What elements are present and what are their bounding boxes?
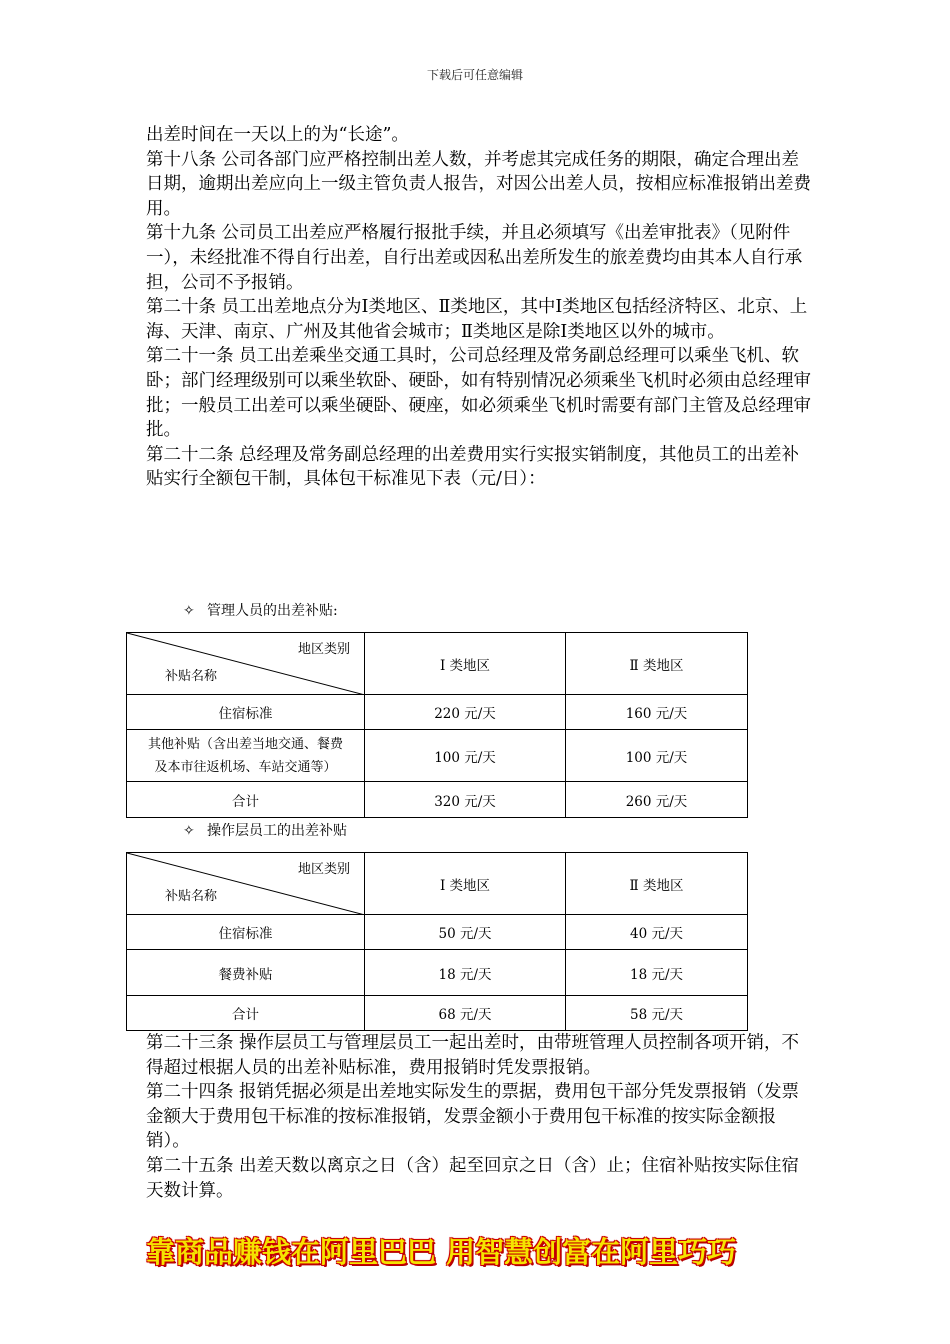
diagonal-header-cell — [127, 633, 365, 695]
section-title-text: 管理人员的出差补贴: — [207, 603, 338, 619]
column-header-region-1: Ⅰ 类地区 — [365, 853, 566, 915]
paragraph-article-21: 第二十一条 员工出差乘坐交通工具时，公司总经理及常务副总经理可以乘坐飞机、软卧；部门经理级别可以乘坐软卧、硬卧，如有特别情况必须乘坐飞机时必须由总经理审批；一般员工出差可以乘坐硬卧、硬座，如必须乘坐飞机时需要有部门主管及总经理审批。 — [146, 346, 811, 441]
column-header-region-1: Ⅰ 类地区 — [365, 633, 566, 695]
section-title-operations — [183, 820, 347, 840]
paragraph-article-25: 第二十五条 出差天数以离京之日（含）起至回京之日（含）止；住宿补贴按实际住宿天数计算。 — [146, 1155, 800, 1201]
row-label — [127, 730, 365, 782]
row-label: 合计 — [127, 996, 365, 1031]
diagonal-header-cell — [127, 853, 365, 915]
section-title-management — [183, 600, 338, 620]
body-text-bottom — [146, 1031, 816, 1203]
section-title-text: 操作层员工的出差补贴 — [207, 823, 347, 839]
paragraph-article-22: 第二十二条 总经理及常务副总经理的出差费用实行实报实销制度，其他员工的出差补贴实行全额包干制，具体包干标准见下表（元/日）： — [146, 444, 800, 490]
paragraph-article-20: 第二十条 员工出差地点分为Ⅰ类地区、Ⅱ类地区，其中Ⅰ类地区包括经济特区、北京、上海、天津、南京、广州及其他省会城市；Ⅱ类地区是除Ⅰ类地区以外的城市。 — [146, 297, 808, 342]
region-category-label: 地区类别 — [297, 862, 350, 877]
row-label: 合计 — [127, 782, 365, 818]
table-row-total — [127, 996, 748, 1031]
row-label-line-2: 及本市往返机场、车站交通等） — [154, 759, 337, 775]
table-row — [127, 950, 748, 996]
cell-value: 320 元/天 — [365, 782, 566, 818]
cell-value: 160 元/天 — [566, 695, 748, 730]
table-row — [127, 695, 748, 730]
row-label-line-1: 其他补贴（含出差当地交通、餐费 — [147, 736, 343, 752]
cell-value: 50 元/天 — [365, 915, 566, 950]
table-row — [127, 915, 748, 950]
promo-banner: 靠商品赚钱在阿里巴巴 用智慧创富在阿里巧巧 — [146, 1235, 737, 1269]
allowance-name-label: 补贴名称 — [165, 889, 218, 904]
cell-value: 68 元/天 — [365, 996, 566, 1031]
paragraph-article-24: 第二十四条 报销凭据必须是出差地实际发生的票据，费用包干部分凭发票报销（发票金额大于费用包干标准的按标准报销，发票金额小于费用包干标准的按实际金额报销）。 — [146, 1082, 800, 1152]
paragraph-article-19: 第十九条 公司员工出差应严格履行报批手续，并且必须填写《出差审批表》（见附件一），未经批准不得自行出差，自行出差或因私出差所发生的旅差费均由其本人自行承担，公司不予报销。 — [146, 223, 803, 293]
paragraph: 出差时间在一天以上的为“长途”。 — [146, 125, 409, 145]
table-row — [127, 730, 748, 782]
cell-value: 100 元/天 — [566, 730, 748, 782]
column-header-region-2: Ⅱ 类地区 — [566, 853, 748, 915]
table-header-row — [127, 853, 748, 915]
row-label: 住宿标准 — [127, 915, 365, 950]
cell-value: 58 元/天 — [566, 996, 748, 1031]
management-allowance-table — [126, 632, 748, 818]
cell-value: 100 元/天 — [365, 730, 566, 782]
diamond-bullet-icon: ✧ — [183, 823, 195, 839]
cell-value: 220 元/天 — [365, 695, 566, 730]
cell-value: 18 元/天 — [566, 950, 748, 996]
diamond-bullet-icon: ✧ — [183, 603, 195, 619]
row-label: 餐费补贴 — [127, 950, 365, 996]
paragraph-article-23: 第二十三条 操作层员工与管理层员工一起出差时，由带班管理人员控制各项开销，不得超过根据人员的出差补贴标准，费用报销时凭发票报销。 — [146, 1033, 800, 1078]
table-header-row — [127, 633, 748, 695]
region-category-label: 地区类别 — [297, 642, 350, 657]
column-header-region-2: Ⅱ 类地区 — [566, 633, 748, 695]
allowance-name-label: 补贴名称 — [165, 669, 218, 684]
cell-value: 260 元/天 — [566, 782, 748, 818]
page-header: 下载后可任意编辑 — [426, 68, 523, 82]
cell-value: 40 元/天 — [566, 915, 748, 950]
table-row-total — [127, 782, 748, 818]
paragraph-article-18: 第十八条 公司各部门应严格控制出差人数，并考虑其完成任务的期限，确定合理出差日期，逾期出差应向上一级主管负责人报告，对因公出差人员，按相应标准报销出差费用。 — [146, 149, 811, 219]
body-text-top — [146, 123, 816, 492]
operations-allowance-table — [126, 852, 748, 1031]
cell-value: 18 元/天 — [365, 950, 566, 996]
row-label: 住宿标准 — [127, 695, 365, 730]
